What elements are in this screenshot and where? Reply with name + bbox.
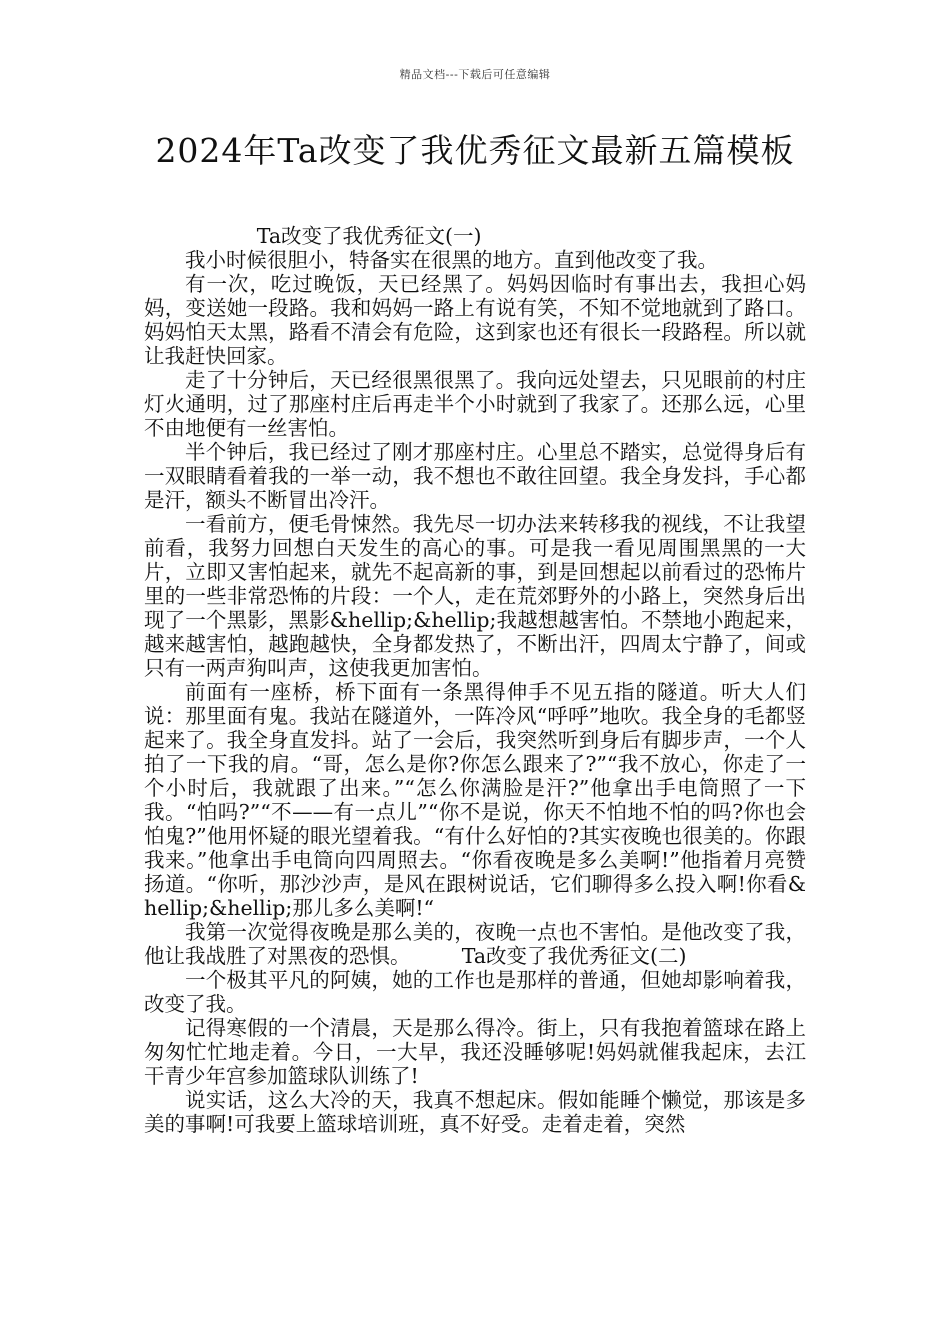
paragraph: 有一次，吃过晚饭，天已经黑了。妈妈因临时有事出去，我担心妈妈，变送她一段路。我和妈妈一路上有说有笑，不知不觉地就到了路口。妈妈怕天太黑，路看不清会有危险，这到家也还有很长一段路程。所以就让我赶快回家。 xyxy=(144,272,806,368)
paragraph: 半个钟后，我已经过了刚才那座村庄。心里总不踏实，总觉得身后有一双眼睛看着我的一举一动，我不想也不敢往回望。我全身发抖，手心都是汗，额头不断冒出冷汗。 xyxy=(144,440,806,512)
section-heading-2: Ta改变了我优秀征文(二) xyxy=(461,944,687,968)
section-heading-1: Ta改变了我优秀征文(一) xyxy=(256,224,482,248)
paragraph-with-heading xyxy=(144,920,806,968)
document-title: 2024年Ta改变了我优秀征文最新五篇模板 xyxy=(155,131,795,170)
paragraph: 一个极其平凡的阿姨，她的工作也是那样的普通，但她却影响着我，改变了我。 xyxy=(144,968,806,1016)
paragraph: 前面有一座桥，桥下面有一条黑得伸手不见五指的隧道。听大人们说：那里面有鬼。我站在隧道外，一阵冷风“呼呼”地吹。我全身的毛都竖起来了。我全身直发抖。站了一会后，我突然听到身后有脚步声，一个人拍了一下我的肩。“哥，怎么是你?你怎么跟来了?”“我不放心，你走了一个小时后，我就跟了出来。”“怎么你满脸是汗?”他拿出手电筒照了一下我。“怕吗?”“不——有一点儿”“你不是说，你天不怕地不怕的吗?你也会怕鬼?”他用怀疑的眼光望着我。“有什么好怕的?其实夜晚也很美的。你跟我来。”他拿出手电筒向四周照去。“你看夜晚是多么美啊!”他指着月亮赞扬道。“你听，那沙沙声，是风在跟树说话，它们聊得多么投入啊!你看&hellip;&hellip;那儿多么美啊!“ xyxy=(144,680,806,920)
document-body xyxy=(144,224,806,1136)
paragraph: 记得寒假的一个清晨，天是那么得冷。街上，只有我抱着篮球在路上匆匆忙忙地走着。今日，一大早，我还没睡够呢!妈妈就催我起床，去江干青少年宫参加篮球队训练了! xyxy=(144,1016,806,1088)
paragraph: 走了十分钟后，天已经很黑很黑了。我向远处望去，只见眼前的村庄灯火通明，过了那座村庄后再走半个小时就到了我家了。还那么远，心里不由地便有一丝害怕。 xyxy=(144,368,806,440)
paragraph: 一看前方，便毛骨悚然。我先尽一切办法来转移我的视线，不让我望前看，我努力回想白天发生的高心的事。可是我一看见周围黑黑的一大片，立即又害怕起来，就先不起高新的事，到是回想起以前看过的恐怖片里的一些非常恐怖的片段：一个人，走在荒郊野外的小路上，突然身后出现了一个黑影，黑影&hellip;&hellip;我越想越害怕。不禁地小跑起来，越来越害怕，越跑越快，全身都发热了，不断出汗，四周太宁静了，间或只有一两声狗叫声，这使我更加害怕。 xyxy=(144,512,806,680)
paragraph: 说实话，这么大冷的天，我真不想起床。假如能睡个懒觉，那该是多美的事啊!可我要上篮球培训班，真不好受。走着走着，突然 xyxy=(144,1088,806,1136)
paragraph-text: 我第一次觉得夜晚是那么美的，夜晚一点也不害怕。是他改变了我，他让我战胜了对黑夜的恐惧。 xyxy=(144,920,806,968)
paragraph: 我小时候很胆小，特备实在很黑的地方。直到他改变了我。 xyxy=(185,248,718,272)
header-note: 精品文档---下载后可任意编辑 xyxy=(399,68,551,81)
